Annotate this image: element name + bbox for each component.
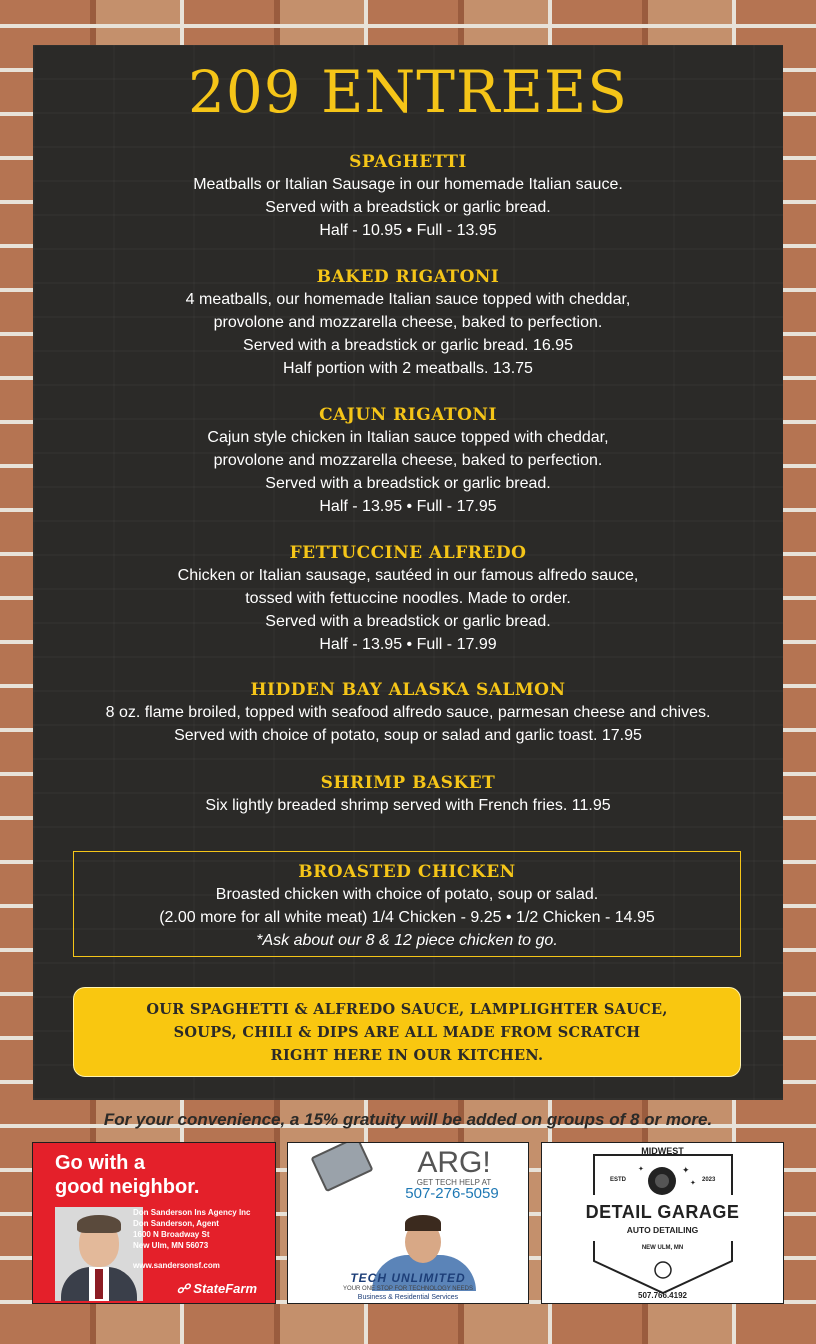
made-from-scratch-notice (73, 987, 741, 1077)
item-desc: provolone and mozzarella cheese, baked to perfection. (213, 452, 603, 469)
detail-garage-badge-icon (542, 1143, 784, 1304)
item-name: HIDDEN BAY ALASKA SALMON (250, 680, 566, 700)
laptop-icon (310, 1142, 373, 1192)
menu-item-alaska-salmon (33, 679, 783, 747)
menu-item-shrimp-basket (33, 772, 783, 817)
item-price: Half - 10.95 • Full - 13.95 (319, 222, 497, 239)
menu-item-broasted-chicken (74, 861, 740, 952)
ad-tagline: YOUR ONE STOP FOR TECHNOLOGY NEEDS (343, 1286, 473, 1292)
ad-top-label: MIDWEST (641, 1146, 684, 1156)
menu-item-cajun-rigatoni (33, 404, 783, 518)
ad-location: NEW ULM, MN (641, 1245, 684, 1251)
estd-year: 2023 (702, 1177, 716, 1183)
item-name: CAJUN RIGATONI (319, 405, 497, 425)
ad-phone: 507-276-5059 (405, 1185, 499, 1202)
item-name: SPAGHETTI (349, 152, 467, 172)
state-farm-ad[interactable] (32, 1142, 276, 1304)
svg-text:✦: ✦ (638, 1166, 644, 1173)
item-price: Half portion with 2 meatballs. 13.75 (283, 360, 533, 377)
item-desc: Served with choice of potato, soup or salad and garlic toast. 17.95 (174, 727, 642, 744)
item-price: (2.00 more for all white meat) 1/4 Chicken - 9.25 • 1/2 Chicken - 14.95 (159, 909, 655, 926)
item-desc: Six lightly breaded shrimp served with French fries. 11.95 (205, 797, 611, 814)
page-title: 209 ENTREES (188, 58, 628, 126)
item-desc: Chicken or Italian sausage, sautéed in our famous alfredo sauce, (177, 567, 639, 584)
item-desc: 4 meatballs, our homemade Italian sauce topped with cheddar, (185, 291, 631, 308)
item-name: FETTUCCINE ALFREDO (289, 543, 527, 563)
notice-line: SOUPS, CHILI & DIPS ARE ALL MADE FROM SCRATCH (173, 1023, 641, 1041)
item-note: *Ask about our 8 & 12 piece chicken to go. (256, 932, 558, 949)
menu-item-spaghetti (33, 151, 783, 242)
estd-label: ESTD (610, 1177, 627, 1183)
item-name: BROASTED CHICKEN (298, 862, 516, 882)
gratuity-note: For your convenience, a 15% gratuity will be added on groups of 8 or more. (103, 1110, 713, 1129)
item-desc: provolone and mozzarella cheese, baked to perfection. (213, 314, 603, 331)
item-desc: 8 oz. flame broiled, topped with seafood alfredo sauce, parmesan cheese and chives. (105, 704, 711, 721)
menu-item-baked-rigatoni (33, 266, 783, 380)
item-price: Half - 13.95 • Full - 17.95 (319, 498, 497, 515)
featured-item-box (73, 851, 741, 957)
item-desc: Served with a breadstick or garlic bread. (265, 475, 551, 492)
ad-services: Business & Residential Services (357, 1294, 459, 1301)
ad-business-type: AUTO DETAILING (626, 1225, 699, 1235)
ad-business-name: DETAIL GARAGE (585, 1202, 740, 1222)
tech-unlimited-logo: TECH UNLIMITED (350, 1271, 466, 1285)
menu-item-fettuccine-alfredo (33, 542, 783, 656)
ad-subhead: GET TECH HELP AT (416, 1178, 492, 1187)
ad-headline: Go with a good neighbor. (55, 1152, 200, 1198)
item-name: BAKED RIGATONI (316, 267, 500, 287)
agent-details: Don Sanderson Ins Agency Inc Don Sanderson, Agent 1600 N Broadway St New Ulm, MN 56073 (133, 1208, 251, 1250)
item-desc: tossed with fettuccine noodles. Made to order. (245, 590, 571, 607)
svg-text:✦: ✦ (682, 1165, 690, 1175)
item-desc: Broasted chicken with choice of potato, soup or salad. (215, 886, 599, 903)
item-name: SHRIMP BASKET (320, 773, 496, 793)
svg-text:✦: ✦ (690, 1180, 696, 1187)
agent-photo (55, 1207, 143, 1301)
tech-unlimited-ad[interactable] (287, 1142, 529, 1304)
item-desc: Served with a breadstick or garlic bread. (265, 613, 551, 630)
item-desc: Meatballs or Italian Sausage in our homemade Italian sauce. (193, 176, 623, 193)
item-price: Half - 13.95 • Full - 17.99 (319, 636, 497, 653)
ad-website: www.sandersonsf.com (133, 1261, 220, 1270)
ad-phone: 507.766.4192 (638, 1291, 687, 1300)
detail-garage-ad[interactable] (541, 1142, 784, 1304)
item-desc: Served with a breadstick or garlic bread. 16.95 (243, 337, 573, 354)
ad-brand: ARG! (417, 1146, 491, 1179)
item-desc: Cajun style chicken in Italian sauce topped with cheddar, (207, 429, 609, 446)
notice-line: RIGHT HERE IN OUR KITCHEN. (270, 1046, 544, 1064)
state-farm-logo: ☍ StateFarm (176, 1281, 257, 1296)
item-desc: Served with a breadstick or garlic bread. (265, 199, 551, 216)
notice-line: OUR SPAGHETTI & ALFREDO SAUCE, LAMPLIGHTER SAUCE, (146, 1000, 668, 1018)
